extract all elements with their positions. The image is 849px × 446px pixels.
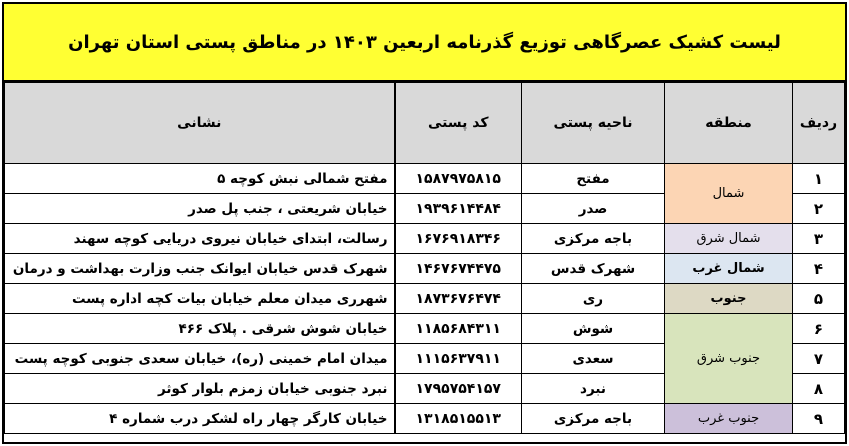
header-address: نشانی [5, 83, 395, 164]
address: شهرری میدان معلم خیابان بیات کچه اداره پست [5, 284, 395, 314]
postal-code: ۱۹۳۹۶۱۴۴۸۴ [395, 194, 522, 224]
postal-area: مفتح [522, 164, 665, 194]
row-number: ۱ [793, 164, 845, 194]
address: شهرک قدس خیابان ایوانک جنب وزارت بهداشت و درمان [5, 254, 395, 284]
row-number: ۴ [793, 254, 845, 284]
region-cell: جنوب [665, 284, 793, 314]
postal-area: شهرک قدس [522, 254, 665, 284]
header-region: منطقه [665, 83, 793, 164]
header-postal-code: کد پستی [395, 83, 522, 164]
row-number: ۸ [793, 374, 845, 404]
address: خیابان شوش شرقی . پلاک ۴۶۶ [5, 314, 395, 344]
postal-area: ری [522, 284, 665, 314]
region-cell: شمال غرب [665, 254, 793, 284]
region-cell: جنوب شرق [665, 314, 793, 404]
address: رسالت، ابتدای خیابان نیروی دریایی کوچه سهند [5, 224, 395, 254]
header-area: ناحیه پستی [522, 83, 665, 164]
schedule-table [4, 82, 845, 434]
address: مفتح شمالی نبش کوچه ۵ [5, 164, 395, 194]
schedule-sheet [2, 2, 847, 444]
postal-code: ۱۱۸۵۶۸۴۳۱۱ [395, 314, 522, 344]
region-cell: جنوب غرب [665, 404, 793, 434]
header-row [5, 83, 845, 164]
table-row [5, 224, 845, 254]
row-number: ۹ [793, 404, 845, 434]
postal-code: ۱۷۹۵۷۵۴۱۵۷ [395, 374, 522, 404]
postal-area: سعدی [522, 344, 665, 374]
table-row [5, 164, 845, 194]
address: خیابان شریعتی ، جنب پل صدر [5, 194, 395, 224]
postal-area: باجه مرکزی [522, 224, 665, 254]
sheet-title: لیست کشیک عصرگاهی توزیع گذرنامه اربعین ۱۴۰۳ در مناطق پستی استان تهران [4, 4, 845, 82]
row-number: ۲ [793, 194, 845, 224]
postal-code: ۱۳۱۸۵۱۵۵۱۳ [395, 404, 522, 434]
header-row-number: ردیف [793, 83, 845, 164]
postal-area: باجه مرکزی [522, 404, 665, 434]
address: خیابان کارگر چهار راه لشکر درب شماره ۴ [5, 404, 395, 434]
table-row [5, 314, 845, 344]
address: میدان امام خمینی (ره)، خیابان سعدی جنوبی کوچه پست [5, 344, 395, 374]
row-number: ۷ [793, 344, 845, 374]
postal-code: ۱۴۶۷۶۷۴۴۷۵ [395, 254, 522, 284]
postal-code: ۱۱۱۵۶۳۷۹۱۱ [395, 344, 522, 374]
row-number: ۶ [793, 314, 845, 344]
postal-code: ۱۸۷۳۶۷۶۴۷۴ [395, 284, 522, 314]
postal-area: شوش [522, 314, 665, 344]
table-row [5, 284, 845, 314]
region-cell: شمال شرق [665, 224, 793, 254]
address: نبرد جنوبی خیابان زمزم بلوار کوثر [5, 374, 395, 404]
table-row [5, 254, 845, 284]
postal-code: ۱۵۸۷۹۷۵۸۱۵ [395, 164, 522, 194]
region-cell: شمال [665, 164, 793, 224]
row-number: ۳ [793, 224, 845, 254]
table-row [5, 404, 845, 434]
postal-area: صدر [522, 194, 665, 224]
postal-code: ۱۶۷۶۹۱۸۳۴۶ [395, 224, 522, 254]
postal-area: نبرد [522, 374, 665, 404]
row-number: ۵ [793, 284, 845, 314]
